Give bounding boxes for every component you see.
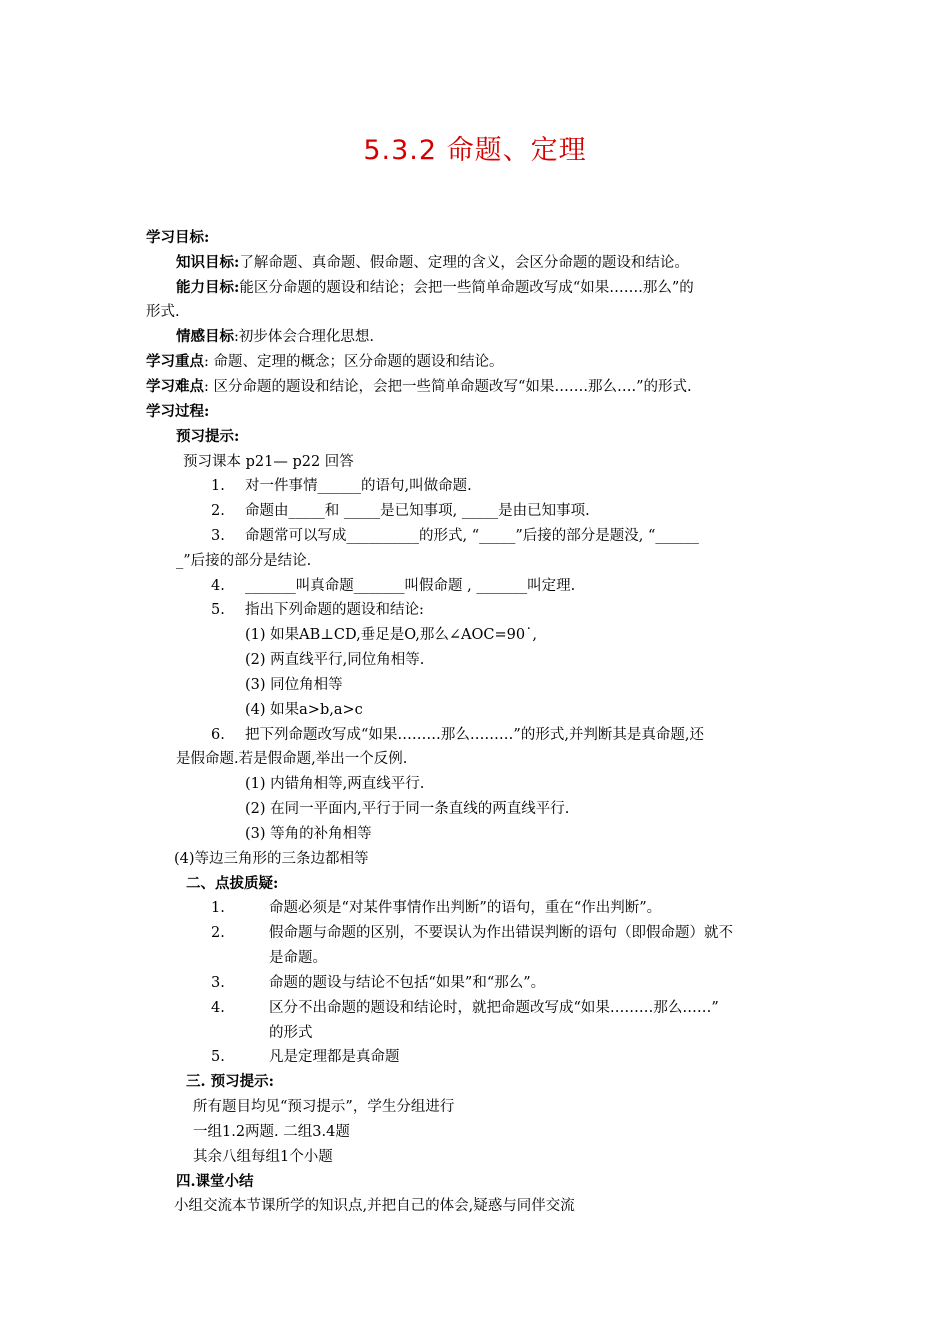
section3-heading: 三. 预习提示:: [186, 1073, 274, 1090]
question-5-item: (2) 两直线平行,同位角相等.: [245, 652, 425, 668]
focus-label: 学习重点: [146, 353, 204, 370]
question-5-item: (3) 同位角相等: [245, 677, 343, 693]
hint-2: 2. 假命题与命题的区别，不要误认为作出错误判断的语句（即假命题）就不: [211, 925, 733, 941]
section4-line: 小组交流本节课所学的知识点,并把自己的体会,疑惑与同伴交流: [174, 1198, 575, 1214]
question-6: 6. 把下列命题改写成“如果………那么………”的形式,并判断其是真命题,还: [211, 727, 705, 743]
question-3-cont: _”后接的部分是结论.: [176, 553, 312, 569]
difficulty-line: [146, 377, 692, 397]
section3-line: 其余八组每组1个小题: [193, 1149, 333, 1165]
focus-line: [146, 352, 504, 372]
question-5-item: (4) 如果a>b,a>c: [245, 702, 363, 718]
question-6-cont: 是假命题.若是假命题,举出一个反例.: [176, 751, 408, 767]
question-6-item: (1) 内错角相等,两直线平行.: [245, 776, 425, 792]
section2-heading: 二、点拔质疑:: [186, 875, 279, 892]
emotion-label: 情感目标: [176, 328, 234, 345]
ability-goal: [176, 278, 694, 298]
process-heading: 学习过程:: [146, 403, 210, 420]
hint-3: 3. 命题的题设与结论不包括“如果”和“那么”。: [211, 975, 546, 991]
difficulty-label: 学习难点: [146, 378, 204, 395]
emotion-text: :初步体会合理化思想.: [234, 329, 374, 345]
question-6-item: (3) 等角的补角相等: [245, 826, 372, 842]
hint-4-cont: 的形式: [269, 1025, 313, 1041]
difficulty-text: : 区分命题的题设和结论，会把一些简单命题改写“如果…….那么….”的形式.: [204, 379, 692, 395]
ability-text-cont: 形式.: [146, 304, 180, 320]
ability-text: 能区分命题的题设和结论；会把一些简单命题改写成“如果…….那么”的: [239, 280, 694, 296]
knowledge-text: 了解命题、真命题、假命题、定理的含义，会区分命题的题设和结论。: [239, 255, 689, 271]
question-5: 5. 指出下列命题的题设和结论:: [211, 602, 424, 618]
hint-5: 5. 凡是定理都是真命题: [211, 1049, 400, 1065]
preview-heading: 预习提示:: [176, 428, 240, 445]
question-1: 1. 对一件事情______的语句,叫做命题.: [211, 478, 472, 494]
question-4: 4. _______叫真命题_______叫假命题 , _______叫定理.: [211, 578, 576, 594]
knowledge-goal: [176, 253, 689, 273]
knowledge-label: 知识目标:: [176, 254, 240, 271]
question-3: 3. 命题常可以写成__________的形式, “_____”后接的部分是题没, “______: [211, 528, 699, 544]
preview-intro: 预习课本 p21— p22 回答: [183, 454, 354, 470]
goals-heading: 学习目标:: [146, 229, 210, 246]
question-6-item: (4)等边三角形的三条边都相等: [174, 851, 369, 867]
page-title: 5.3.2 命题、定理: [363, 135, 587, 166]
question-5-item: (1) 如果AB⊥CD,垂足是O,那么∠AOC=90˙,: [245, 627, 537, 643]
focus-text: : 命题、定理的概念；区分命题的题设和结论。: [204, 354, 504, 370]
section3-line: 一组1.2两题. 二组3.4题: [193, 1124, 350, 1140]
hint-1: 1. 命题必须是“对某件事情作出判断”的语句，重在“作出判断”。: [211, 900, 662, 916]
section4-heading: 四.课堂小结: [176, 1173, 254, 1190]
section3-line: 所有题目均见“预习提示”，学生分组进行: [193, 1099, 455, 1115]
hint-2-cont: 是命题。: [269, 950, 327, 966]
ability-label: 能力目标:: [176, 279, 240, 296]
question-2: 2. 命题由_____和 _____是已知事项, _____是由已知事项.: [211, 503, 590, 519]
hint-4: 4. 区分不出命题的题设和结论时，就把命题改写成“如果………那么……”: [211, 1000, 719, 1016]
question-6-item: (2) 在同一平面内,平行于同一条直线的两直线平行.: [245, 801, 570, 817]
emotion-goal: [176, 327, 374, 347]
